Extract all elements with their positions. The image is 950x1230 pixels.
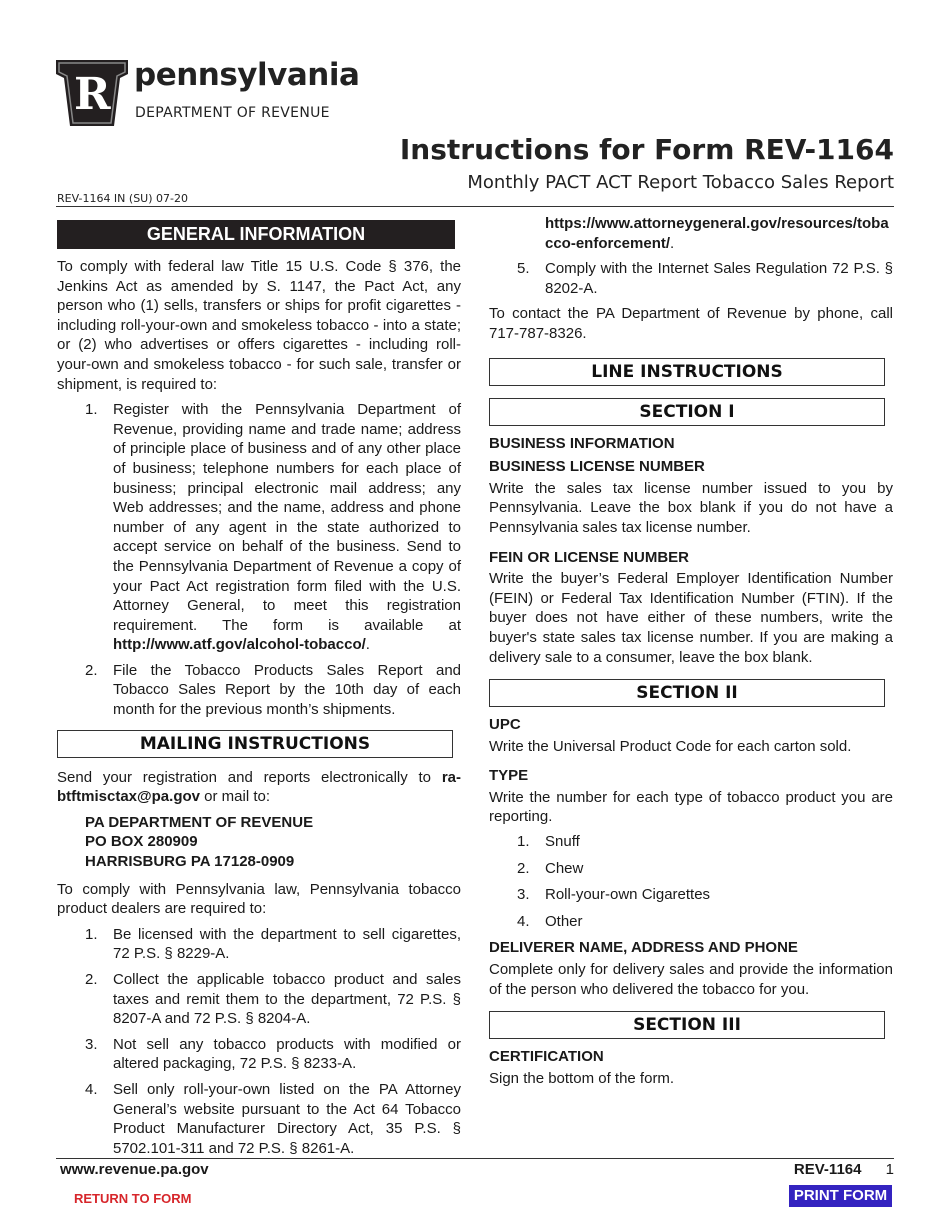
list-item: 3. Not sell any tobacco products with modified or altered packaging, 72 P.S. § 8233-A.: [85, 1035, 461, 1073]
logo-name: pennsylvania: [134, 57, 360, 93]
list-item: 3. Roll-your-own Cigarettes: [517, 886, 711, 904]
fein-label: FEIN OR LICENSE NUMBER: [489, 548, 690, 566]
email-link[interactable]: ra-btftmisctax@pa.gov: [57, 768, 462, 806]
mailing-send-text: Send your registration and reports electronically to ra-btftmisctax@pa.gov or mail to:: [57, 768, 462, 806]
page-number: 1: [885, 1161, 894, 1178]
business-information-label: BUSINESS INFORMATION: [489, 434, 675, 452]
page-subtitle: Monthly PACT ACT Report Tobacco Sales Report: [467, 172, 894, 193]
contact-text: To contact the PA Department of Revenue by phone, call 717-787-8326.: [489, 305, 893, 342]
right-column: [489, 214, 893, 1094]
atf-link[interactable]: http://www.atf.gov/alcohol-tobacco/: [113, 636, 366, 654]
certification-text: Sign the bottom of the form.: [489, 1069, 675, 1087]
print-form-button[interactable]: PRINT FORM: [789, 1185, 892, 1207]
list-item: 2. File the Tobacco Products Sales Report and Tobacco Sales Report by the 10th day of each month for the previous month’s shipments.: [85, 661, 461, 719]
footer-form-number: REV-1164: [793, 1161, 862, 1178]
footer-form-id: [794, 1160, 894, 1180]
business-license-label: BUSINESS LICENSE NUMBER: [489, 458, 705, 476]
pa-comply-text: To comply with Pennsylvania law, Pennsylvania tobacco product dealers are required to:: [57, 880, 461, 918]
mailing-instructions-heading: MAILING INSTRUCTIONS: [57, 730, 453, 758]
general-intro: To comply with federal law Title 15 U.S. Code § 376, the Jenkins Act as amended by S. 1147, the Pact Act, any person who (1) sells, transfers or ships for profit cigarettes - including roll-your-own and smokeless tobacco - into a state; or (2) who advertises or offers cigarettes - including roll-your-own and smokeless tobacco - for such sale, transfer or shipment, is required to:: [57, 258, 461, 393]
general-information-heading: GENERAL INFORMATION: [57, 220, 455, 249]
type-label: TYPE: [489, 767, 529, 785]
list-item: 1. Snuff: [517, 833, 580, 851]
pa-requirements-list: [85, 925, 461, 1159]
list-item: 4. Sell only roll-your-own listed on the PA Attorney General’s website pursuant to the Act 64 Tobacco Product Manufacturer Directory Act, 35 P.S. § 5702.101-311 and 72 P.S. § 8261-A.: [85, 1080, 461, 1157]
section-2-heading: SECTION II: [489, 679, 885, 707]
pa-logo: [56, 57, 360, 130]
pa-requirements-list-continued: [517, 259, 893, 298]
list-item: 2. Chew: [517, 859, 584, 877]
upc-text: Write the Universal Product Code for each carton sold.: [489, 737, 852, 755]
deliverer-text: Complete only for delivery sales and provide the information of the person who delivered the tobacco for you.: [489, 961, 893, 998]
return-to-form-link[interactable]: RETURN TO FORM: [74, 1191, 192, 1206]
line-instructions-heading: LINE INSTRUCTIONS: [489, 358, 885, 386]
left-column: [57, 220, 461, 1164]
list-item: 1. Be licensed with the department to sell cigarettes, 72 P.S. § 8229-A.: [85, 925, 461, 963]
footer-rule: [56, 1158, 894, 1159]
list-item: 4. Other: [517, 912, 583, 930]
federal-requirements-list: [85, 400, 461, 720]
deliverer-label: DELIVERER NAME, ADDRESS AND PHONE: [489, 939, 798, 957]
header-rule: [56, 206, 894, 207]
fein-text: Write the buyer’s Federal Employer Identification Number (FEIN) or Federal Tax Identification Number (FTIN). If the buyer does not have either of these numbers, write the buyer's state sales tax license number. If you are making a delivery sale to a consumer, leave the box blank.: [489, 570, 893, 666]
page-title: Instructions for Form REV-1164: [399, 133, 894, 166]
section-1-heading: SECTION I: [489, 398, 885, 426]
upc-label: UPC: [489, 716, 521, 734]
certification-label: CERTIFICATION: [489, 1048, 604, 1066]
logo-department: DEPARTMENT OF REVENUE: [135, 105, 330, 121]
footer-website-link[interactable]: www.revenue.pa.gov: [60, 1161, 209, 1178]
tobacco-types-list: [517, 832, 893, 931]
list-item: 1. Register with the Pennsylvania Department of Revenue, providing name and trade name; address of principle place of business and of any other place of business; telephone numbers for each place of business; principal electronic mail address; any Web addresses; and the name, address and phone number of any agent in the state authorized to accept service on behalf of the business. Send to the Pennsylvania Department of Revenue a copy of your Pact Act registration form filed with the U.S. Attorney General, to meet this registration requirement. The form is available at http://www.atf.gov/alcohol-tobacco/.: [85, 401, 461, 654]
business-license-text: Write the sales tax license number issued to you by Pennsylvania. Leave the box blank if you do not have a Pennsylvania sales tax license number.: [489, 479, 893, 536]
attorney-general-link[interactable]: https://www.attorneygeneral.gov/resources/tobacco-enforcement/.: [545, 215, 889, 252]
list-item: 2. Collect the applicable tobacco product and sales taxes and remit them to the department, 72 P.S. § 8207-A and 72 P.S. § 8204-A.: [85, 971, 461, 1028]
form-code: REV-1164 IN (SU) 07-20: [57, 192, 188, 205]
list-item: 5. Comply with the Internet Sales Regulation 72 P.S. § 8202-A.: [517, 260, 893, 297]
mailing-address: PA DEPARTMENT OF REVENUE PO BOX 280909 HARRISBURG PA 17128-0909: [85, 813, 314, 871]
type-text: Write the number for each type of tobacco product you are reporting.: [489, 788, 893, 826]
logo-letter: R: [74, 69, 111, 120]
section-3-heading: SECTION III: [489, 1011, 885, 1039]
